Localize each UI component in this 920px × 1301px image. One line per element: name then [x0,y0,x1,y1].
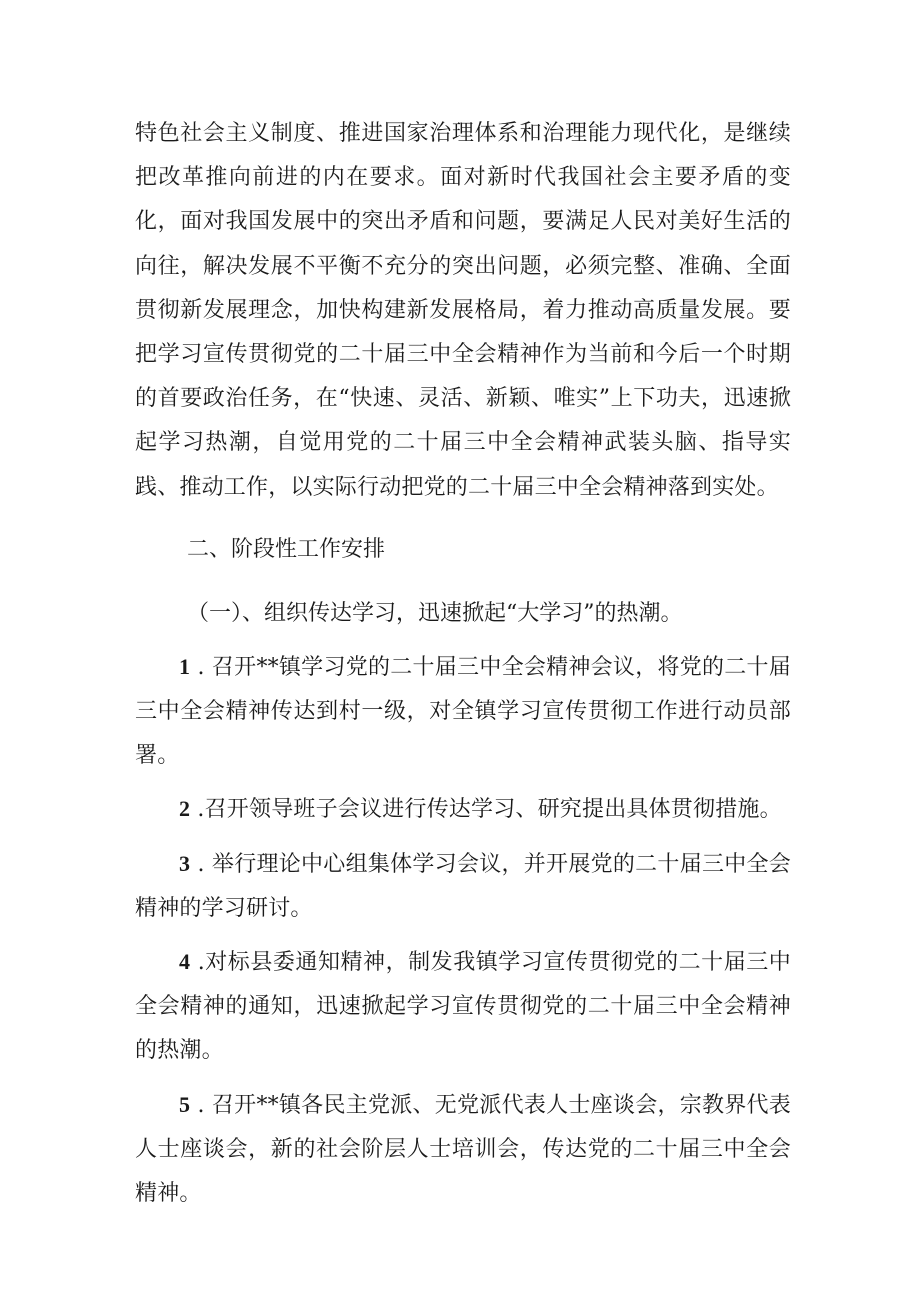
list-item-3 [135,842,791,931]
item-text: .召开领导班子会议进行传达学习、研究提出具体贯彻措施。 [190,797,782,823]
opening-paragraph: 特色社会主义制度、推进国家治理体系和治理能力现代化，是继续把改革推向前进的内在要求。面对新时代我国社会主要矛盾的变化，面对我国发展中的突出矛盾和问题，要满足人民对美好生活的向往，解决发展不平衡不充分的突出问题，必须完整、准确、全面贯彻新发展理念，加快构建新发展格局，着力推动高质量发展。要把学习宣传贯彻党的二十届三中全会精神作为当前和今后一个时期的首要政治任务，在“快速、灵活、新颖、唯实”上下功夫，迅速掀起学习热潮，自觉用党的二十届三中全会精神武装头脑、指导实践、推动工作，以实际行动把党的二十届三中全会精神落到实处。 [135,121,791,500]
item-text: . 召开**镇学习党的二十届三中全会精神会议，将党的二十届三中全会精神传达到村一级，对全镇学习宣传贯彻工作进行动员部署。 [135,654,791,769]
document-body [135,112,791,1216]
item-number: 2 [179,796,191,822]
list-item-5 [135,1083,791,1217]
list-item-2 [135,787,791,832]
item-number: 4 [179,949,191,975]
item-text: . 召开**镇各民主党派、无党派代表人士座谈会，宗教界代表人士座谈会，新的社会阶层人士培训会，传达党的二十届三中全会精神。 [135,1092,791,1207]
section-heading: 二、阶段性工作安排 [187,536,386,562]
list-item-1 [135,645,791,779]
item-text: . 举行理论中心组集体学习会议，并开展党的二十届三中全会精神的学习研讨。 [135,851,791,921]
subsection-heading: （一）、组织传达学习，迅速掀起“大学习”的热潮。 [187,600,683,626]
item-number: 1 [179,653,191,679]
list-item-4 [135,940,791,1074]
item-number: 3 [179,850,191,876]
item-number: 5 [179,1091,191,1117]
item-text: .对标县委通知精神，制发我镇学习宣传贯彻党的二十届三中全会精神的通知，迅速掀起学习宣传贯彻党的二十届三中全会精神的热潮。 [135,950,791,1064]
